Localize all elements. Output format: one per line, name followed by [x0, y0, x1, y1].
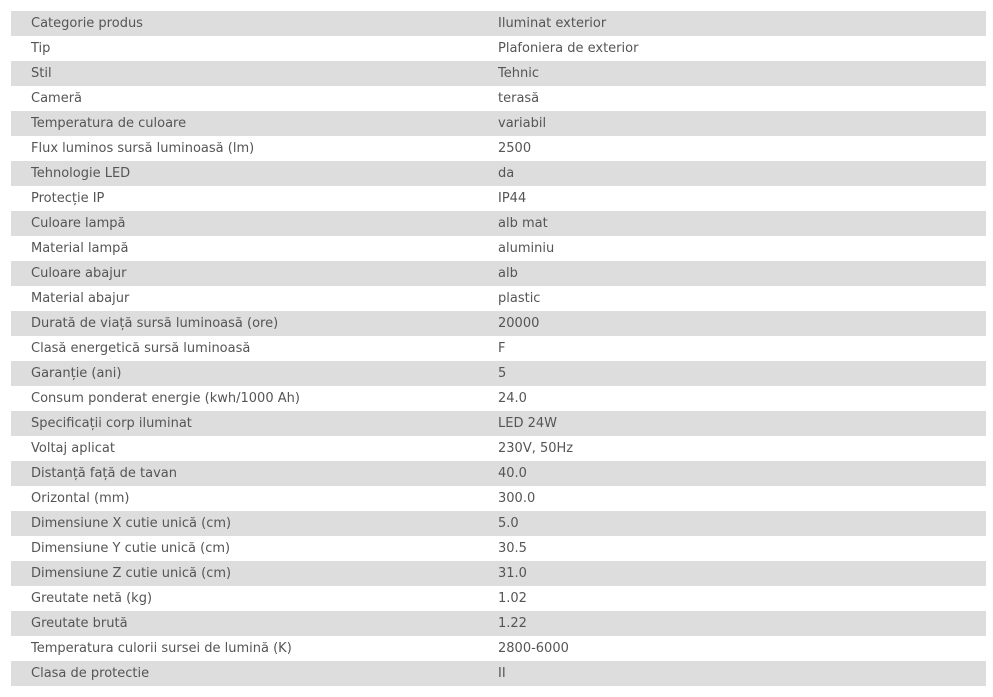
- spec-value: da: [498, 166, 515, 181]
- spec-value: aluminiu: [498, 241, 555, 256]
- spec-row: [11, 436, 986, 461]
- spec-label: Categorie produs: [31, 16, 143, 31]
- spec-label: Dimensiune Y cutie unică (cm): [31, 541, 231, 556]
- spec-label: Orizontal (mm): [31, 491, 130, 506]
- spec-label: Garanție (ani): [31, 366, 122, 381]
- spec-label: Cameră: [31, 91, 83, 106]
- spec-value: Tehnic: [498, 66, 539, 81]
- spec-value: 2500: [498, 141, 532, 156]
- spec-value: 300.0: [498, 491, 536, 506]
- spec-row: [11, 186, 986, 211]
- spec-value: 1.02: [498, 591, 527, 606]
- spec-label: Specificații corp iluminat: [31, 416, 192, 431]
- spec-label: Culoare abajur: [31, 266, 127, 281]
- spec-label: Material abajur: [31, 291, 130, 306]
- spec-label: Protecție IP: [31, 191, 105, 206]
- spec-label: Voltaj aplicat: [31, 441, 115, 456]
- spec-row: [11, 411, 986, 436]
- spec-value: 31.0: [498, 566, 527, 581]
- spec-value: alb mat: [498, 216, 548, 231]
- spec-row: [11, 486, 986, 511]
- spec-row: [11, 636, 986, 661]
- spec-label: Stil: [31, 66, 52, 81]
- spec-value: 5: [498, 366, 507, 381]
- spec-label: Flux luminos sursă luminoasă (lm): [31, 141, 255, 156]
- spec-label: Tehnologie LED: [31, 166, 131, 181]
- spec-value: alb: [498, 266, 518, 281]
- spec-row: [11, 111, 986, 136]
- spec-value: 30.5: [498, 541, 527, 556]
- spec-label: Clasă energetică sursă luminoasă: [31, 341, 251, 356]
- spec-row: [11, 336, 986, 361]
- spec-row: [11, 461, 986, 486]
- spec-row: [11, 561, 986, 586]
- spec-label: Dimensiune Z cutie unică (cm): [31, 566, 232, 581]
- spec-row: [11, 361, 986, 386]
- spec-value: 5.0: [498, 516, 519, 531]
- spec-value: 1.22: [498, 616, 527, 631]
- spec-row: [11, 611, 986, 636]
- spec-row: [11, 136, 986, 161]
- spec-value: 24.0: [498, 391, 527, 406]
- spec-label: Tip: [31, 41, 51, 56]
- spec-label: Dimensiune X cutie unică (cm): [31, 516, 232, 531]
- spec-value: 40.0: [498, 466, 527, 481]
- spec-row: [11, 161, 986, 186]
- spec-label: Durată de viață sursă luminoasă (ore): [31, 316, 279, 331]
- spec-row: [11, 86, 986, 111]
- spec-row: [11, 586, 986, 611]
- spec-value: F: [498, 341, 506, 356]
- spec-row: [11, 311, 986, 336]
- spec-value: plastic: [498, 291, 541, 306]
- spec-row: [11, 536, 986, 561]
- spec-label: Clasa de protectie: [31, 666, 150, 681]
- spec-row: [11, 11, 986, 36]
- spec-row: [11, 261, 986, 286]
- spec-label: Temperatura de culoare: [31, 116, 187, 131]
- spec-value: 2800-6000: [498, 641, 569, 656]
- spec-row: [11, 211, 986, 236]
- spec-row: [11, 286, 986, 311]
- spec-label: Culoare lampă: [31, 216, 126, 231]
- spec-value: variabil: [498, 116, 547, 131]
- spec-value: IP44: [498, 191, 527, 206]
- spec-label: Greutate brută: [31, 616, 128, 631]
- spec-value: Iluminat exterior: [498, 16, 607, 31]
- spec-row: [11, 511, 986, 536]
- spec-row: [11, 661, 986, 686]
- spec-value: 20000: [498, 316, 540, 331]
- spec-value: II: [498, 666, 506, 681]
- spec-label: Consum ponderat energie (kwh/1000 Ah): [31, 391, 300, 406]
- spec-label: Material lampă: [31, 241, 129, 256]
- spec-row: [11, 236, 986, 261]
- spec-row: [11, 386, 986, 411]
- spec-label: Distanță față de tavan: [31, 466, 177, 481]
- spec-value: 230V, 50Hz: [498, 441, 574, 456]
- spec-value: terasă: [498, 91, 540, 106]
- spec-row: [11, 61, 986, 86]
- spec-value: LED 24W: [498, 416, 557, 431]
- spec-value: Plafoniera de exterior: [498, 41, 639, 56]
- spec-table: [11, 11, 986, 686]
- spec-label: Greutate netă (kg): [31, 591, 153, 606]
- spec-row: [11, 36, 986, 61]
- spec-label: Temperatura culorii sursei de lumină (K): [31, 641, 292, 656]
